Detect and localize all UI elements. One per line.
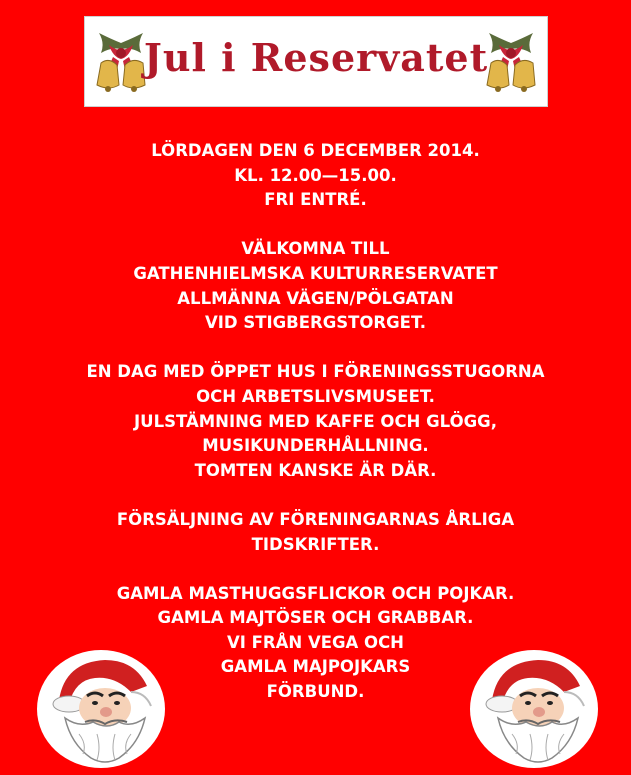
hosts-line: GAMLA MASTHUGGSFLICKOR OCH POJKAR. bbox=[116, 583, 515, 603]
venue-address: ALLMÄNNA VÄGEN/PÖLGATAN bbox=[177, 288, 454, 308]
event-admission: FRI ENTRÉ. bbox=[264, 190, 367, 210]
event-time: KL. 12.00—15.00. bbox=[234, 165, 397, 185]
page-title: Jul i Reservatet bbox=[143, 35, 489, 80]
title-banner bbox=[84, 16, 548, 107]
hosts-line: GAMLA MAJTÖSER OCH GRABBAR. bbox=[157, 608, 474, 628]
hosts-line: FÖRBUND. bbox=[266, 682, 365, 702]
santa-face-icon bbox=[35, 648, 167, 770]
event-text bbox=[0, 139, 631, 705]
santa-face-icon bbox=[468, 648, 600, 770]
hosts-line: VI FRÅN VEGA OCH bbox=[227, 632, 404, 652]
bells-with-bow-icon bbox=[481, 29, 541, 97]
hosts-line: GAMLA MAJPOJKARS bbox=[220, 657, 411, 677]
venue-location: VID STIGBERGSTORGET. bbox=[205, 313, 426, 333]
program-line: TOMTEN KANSKE ÄR DÄR. bbox=[194, 460, 437, 480]
welcome-line: VÄLKOMNA TILL bbox=[241, 239, 390, 259]
event-date: LÖRDAGEN DEN 6 DECEMBER 2014. bbox=[151, 141, 480, 160]
program-line: MUSIKUNDERHÅLLNING. bbox=[202, 436, 429, 456]
program-line: EN DAG MED ÖPPET HUS I FÖRENINGSSTUGORNA bbox=[86, 362, 545, 382]
venue-name: GATHENHIELMSKA KULTURRESERVATET bbox=[133, 263, 498, 283]
program-line: JULSTÄMNING MED KAFFE OCH GLÖGG, bbox=[134, 411, 497, 431]
program-line: OCH ARBETSLIVSMUSEET. bbox=[196, 386, 435, 406]
sales-line: FÖRSÄLJNING AV FÖRENINGARNAS ÅRLIGA bbox=[116, 509, 515, 529]
sales-line: TIDSKRIFTER. bbox=[251, 534, 380, 554]
